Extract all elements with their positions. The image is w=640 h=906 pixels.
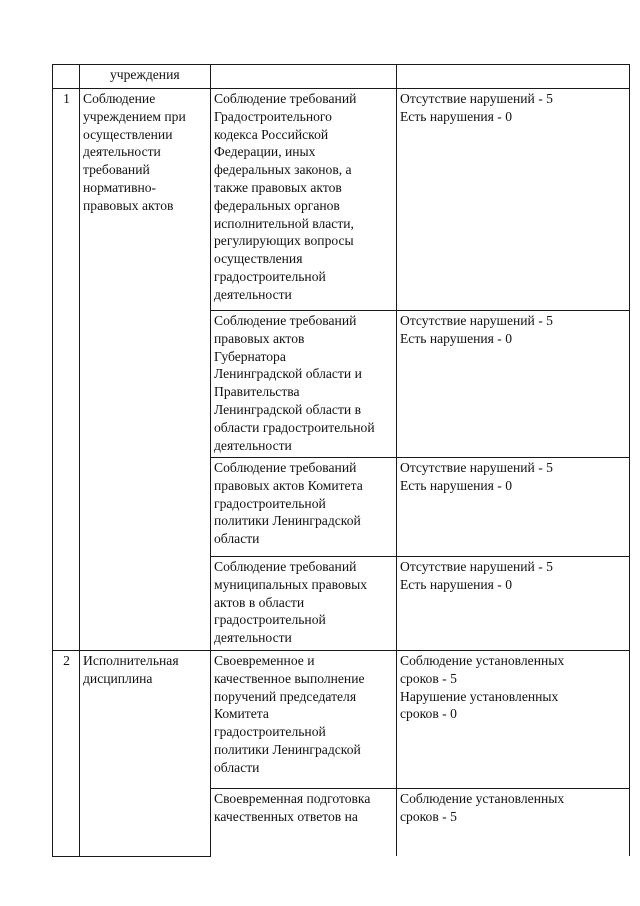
criterion-cell: Соблюдение требований правовых актов Губернатора Ленинградской области и Правительства Ленинградской области в области градостроительной деятельности: [211, 311, 397, 458]
score-cell: Соблюдение установленных сроков - 5 Нарушение установленных сроков - 0: [397, 651, 630, 789]
indicator-cell: Исполнительная дисциплина: [80, 651, 211, 857]
score-cell: Отсутствие нарушений - 5 Есть нарушения - 0: [397, 311, 630, 458]
table-row: [53, 89, 630, 311]
score-cell: Отсутствие нарушений - 5 Есть нарушения - 0: [397, 89, 630, 311]
score-cell: Отсутствие нарушений - 5 Есть нарушения - 0: [397, 458, 630, 557]
table-row: [53, 651, 630, 789]
score-cell: [397, 65, 630, 89]
criteria-table: [52, 64, 630, 857]
indicator-cell: учреждения: [80, 65, 211, 89]
row-number-cell: 2: [53, 651, 80, 857]
criterion-cell: Своевременная подготовка качественных ответов на: [211, 789, 397, 857]
criterion-cell: Соблюдение требований муниципальных правовых актов в области градостроительной деятельности: [211, 557, 397, 651]
row-number-cell: [53, 65, 80, 89]
criterion-cell: [211, 65, 397, 89]
criterion-cell: Соблюдение требований Градостроительного кодекса Российской Федерации, иных федеральных законов, а также правовых актов федеральных органов исполнительной власти, регулирующих вопросы осуществления градостроительной деятельности: [211, 89, 397, 311]
score-cell: Соблюдение установленных сроков - 5: [397, 789, 630, 857]
indicator-cell: Соблюдение учреждением при осуществлении деятельности требований нормативно- правовых актов: [80, 89, 211, 651]
row-number-cell: 1: [53, 89, 80, 651]
criterion-cell: Своевременное и качественное выполнение поручений председателя Комитета градостроительной политики Ленинградской области: [211, 651, 397, 789]
criterion-cell: Соблюдение требований правовых актов Комитета градостроительной политики Ленинградской области: [211, 458, 397, 557]
table-row: [53, 65, 630, 89]
score-cell: Отсутствие нарушений - 5 Есть нарушения - 0: [397, 557, 630, 651]
